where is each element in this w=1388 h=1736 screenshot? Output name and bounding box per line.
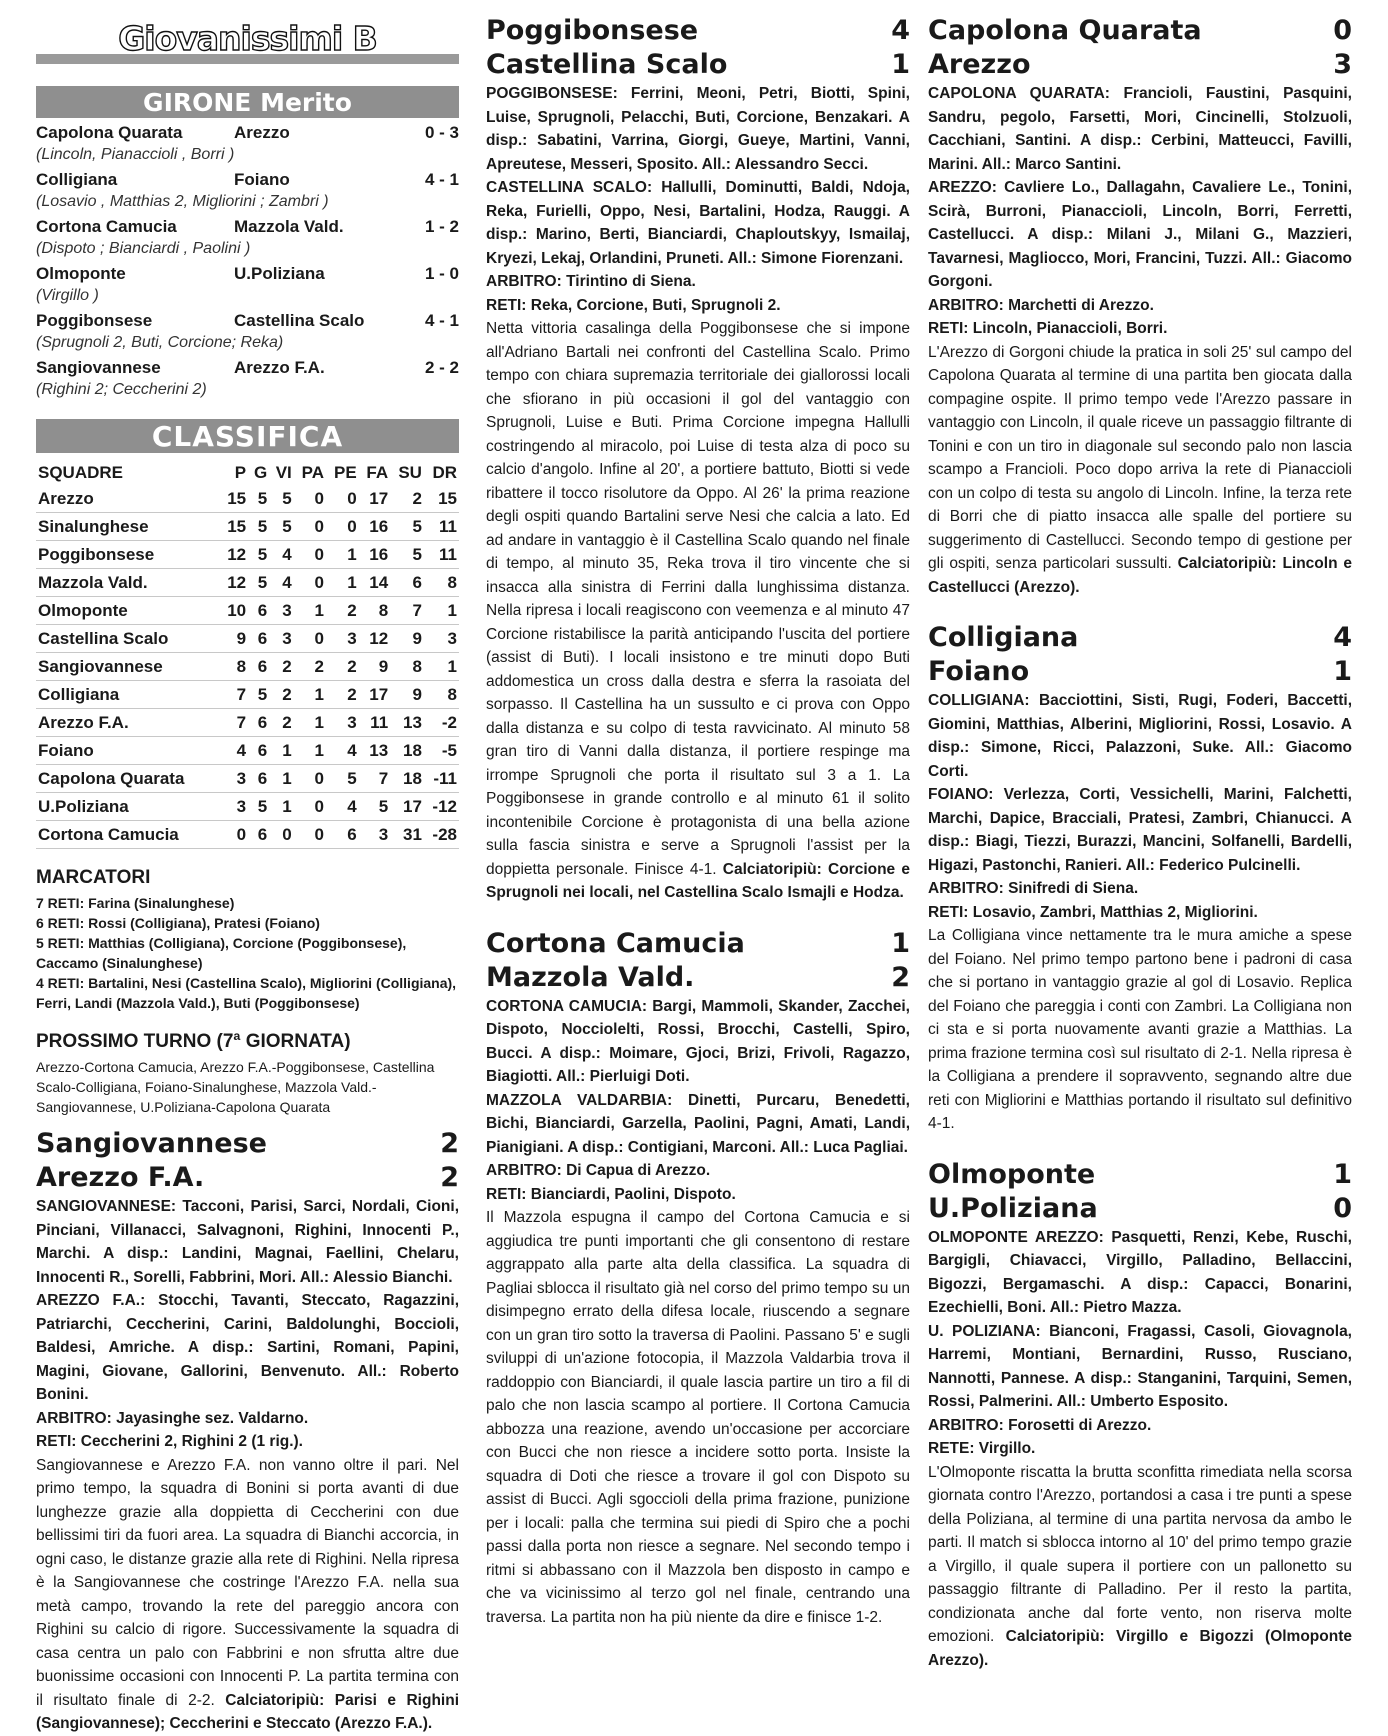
result-scorers: (Lincoln, Pianaccioli , Borri ): [36, 146, 235, 163]
lineup-paragraph: AREZZO: Cavliere Lo., Dallagahn, Cavaliere Le., Tonini, Scirà, Burroni, Pianaccioli, Lincoln, Borri, Ferretti, Castellucci. A disp.: Milani J., Milani G., Mazzieri, Tavarnesi, Magliocco, Mori, Francini, Tuzzi. All.: Giacomo Gorgoni.: [928, 179, 1352, 290]
standings-row: [36, 709, 459, 737]
standings-cell: 13: [359, 737, 390, 765]
standings-team: Colligiana: [36, 681, 220, 709]
away-goals: 0: [1333, 1192, 1352, 1224]
lineup-paragraph: OLMOPONTE AREZZO: Pasquetti, Renzi, Kebe, Ruschi, Bargigli, Chiavacci, Virgillo, Palladino, Bellaccini, Bigozzi, Bergamaschi. A disp.: Capacci, Bonarini, Ezechielli, Boni. All.: Pietro Mazza.: [928, 1228, 1352, 1316]
result-away: Foiano: [234, 170, 290, 189]
standings-row: [36, 625, 459, 653]
standings-header: PE: [333, 463, 357, 482]
away-goals: 2: [440, 1162, 459, 1193]
standings-header: G: [253, 463, 268, 482]
standings-cell: 31: [390, 821, 424, 849]
home-goals: 1: [891, 927, 910, 959]
standings-header: PA: [301, 463, 325, 482]
away-team: Arezzo: [928, 49, 1031, 80]
standings-team: Sangiovannese: [36, 653, 220, 681]
match-home-row: [486, 14, 910, 48]
match-away-row: [486, 961, 910, 995]
standings-cell: 0: [294, 821, 326, 849]
home-team: Capolona Quarata: [928, 15, 1202, 46]
standings-row: [36, 737, 459, 765]
result-score: 4 - 1: [424, 170, 459, 189]
standings-cell: 6: [248, 765, 269, 793]
standings-cell: 0: [269, 821, 294, 849]
standings-cell: 6: [248, 737, 269, 765]
standings-cell: -28: [424, 821, 459, 849]
lineup-paragraph: POGGIBONSESE: Ferrini, Meoni, Petri, Biotti, Spini, Luise, Sprugnoli, Pelacchi, Buti, Corcione, Benzakari. A disp.: Sabatini, Varrina, Giorgi, Gueye, Martini, Vanni, Apreutese, Messeri, Sposito. All.: Alessandro Secci.: [486, 85, 910, 173]
result-home: Colligiana: [36, 170, 118, 189]
standings-cell: 9: [220, 625, 248, 653]
column-right: [928, 14, 1352, 1672]
report-body: La Colligiana vince nettamente tra le mura amiche a spese del Foiano. Nel primo tempo partono bene i padroni di casa che si portano in vantaggio grazie al gol di Losavio. Replica del Foiano che pareggia i conti con Zambri. La Colligiana non ci sta e si porta nuovamente avanti grazie a Matthias. La prima frazione termina così sul risultato di 2-1. Nella ripresa è la Colligiana a prendere il sopravvento, segnando altre due reti con Migliorini e Matthias portando il risultato sul definitivo 4-1.: [928, 927, 1352, 1132]
standings-cell: 3: [326, 625, 359, 653]
standings-cell: 17: [390, 793, 424, 821]
spacer: [928, 1136, 1352, 1148]
match-away-row: [928, 48, 1352, 82]
standings-header: P: [234, 463, 247, 482]
standings-cell: 5: [390, 541, 424, 569]
away-goals: 2: [891, 961, 910, 993]
standings-cell: 0: [294, 513, 326, 541]
standings-cell: 5: [359, 793, 390, 821]
standings-cell: 5: [248, 513, 269, 541]
calciatoripiu: Calciatoripiù: Virgillo e Bigozzi (Olmoponte Arezzo).: [928, 1628, 1352, 1669]
standings-cell: -2: [424, 709, 459, 737]
column-middle: [486, 14, 910, 1629]
result-item: [36, 263, 459, 307]
standings-cell: 8: [359, 597, 390, 625]
standings-cell: 1: [424, 597, 459, 625]
report-text: [486, 317, 910, 905]
standings-cell: 6: [248, 625, 269, 653]
standings-team: Castellina Scalo: [36, 625, 220, 653]
standings-cell: 11: [424, 541, 459, 569]
standings-team: Olmoponte: [36, 597, 220, 625]
standings-row: [36, 541, 459, 569]
lineup-paragraph: MAZZOLA VALDARBIA: Dinetti, Purcaru, Benedetti, Bichi, Bianciardi, Garzella, Paolini, Pagni, Amati, Landi, Pianigiani. A disp.: Contigiani, Marconi. All.: Luca Pagliai.: [486, 1091, 910, 1156]
standings-cell: 1: [294, 681, 326, 709]
classifica-header: CLASSIFICA: [36, 419, 459, 453]
result-item: [36, 122, 459, 166]
report-text: [928, 341, 1352, 600]
away-team: U.Poliziana: [928, 1192, 1098, 1224]
match-home-row: [928, 14, 1352, 48]
standings-cell: 15: [220, 513, 248, 541]
standings-cell: 2: [269, 709, 294, 737]
standings-cell: 0: [294, 569, 326, 597]
lineup-paragraph: RETI: Lincoln, Pianaccioli, Borri.: [928, 320, 1168, 337]
standings-team: Arezzo F.A.: [36, 709, 220, 737]
standings-cell: 2: [390, 485, 424, 513]
standings-cell: 1: [424, 653, 459, 681]
standings-cell: 18: [390, 737, 424, 765]
standings-cell: 5: [248, 793, 269, 821]
standings-row: [36, 485, 459, 513]
standings-team: Arezzo: [36, 485, 220, 513]
lineup-paragraph: RETI: Reka, Corcione, Buti, Sprugnoli 2.: [486, 296, 781, 314]
standings-team: Foiano: [36, 737, 220, 765]
standings-row: [36, 569, 459, 597]
standings-table: [36, 461, 459, 849]
report-text: [928, 924, 1352, 1136]
match-report: [486, 14, 910, 905]
lineup-paragraph: CAPOLONA QUARATA: Francioli, Faustini, Pasquini, Sandru, pegolo, Farsetti, Mori, Cincinelli, Stolzuoli, Cacchiani, Santini. A disp.: Cerbini, Matteucci, Favilli, Marini. All.: Marco Santini.: [928, 85, 1352, 173]
calciatoripiu: Calciatoripiù: Corcione e Sprugnoli nei locali, nel Castellina Scalo Ismajli e Hodza.: [486, 860, 910, 901]
standings-team: Poggibonsese: [36, 541, 220, 569]
standings-header: DR: [432, 463, 457, 482]
standings-team: Capolona Quarata: [36, 765, 220, 793]
spacer: [486, 905, 910, 917]
standings-cell: 5: [269, 485, 294, 513]
report-body: Sangiovannese e Arezzo F.A. non vanno oltre il pari. Nel primo tempo, la squadra di Bonini si porta avanti di due lunghezze grazie alla doppietta di Ceccherini con due bellissimi tiri da fuori area. La squadra di Bianchi accorcia, in ogni caso, le distanze grazie alla rete di Righini. Nella ripresa è la Sangiovannese che costringe l'Arezzo F.A. nella sua metà campo, trovando la rete del pareggio ancora con Righini su calcio di rigore. Successivamente la squadra di casa centra un palo con Fabbrini e non sfrutta altre due buonissime occasioni con Innocenti P. La partita termina con il risultato finale di 2-2.: [36, 1456, 459, 1709]
standings-cell: 0: [326, 485, 359, 513]
standings-cell: 3: [269, 597, 294, 625]
result-scorers: (Righini 2; Ceccherini 2): [36, 381, 207, 398]
home-team: Cortona Camucia: [486, 927, 745, 959]
marcatori-line: 7 RETI: Farina (Sinalunghese): [36, 895, 235, 911]
standings-cell: 9: [390, 625, 424, 653]
result-item: [36, 310, 459, 354]
lineup-paragraph: U. POLIZIANA: Bianconi, Fragassi, Casoli, Giovagnola, Harremi, Montiani, Bernardini, Russo, Rusciano, Nannotti, Pannese. A disp.: Stanganini, Tarquini, Semen, Rossi, Palmerini. All.: Umberto Esposito.: [928, 1322, 1352, 1410]
home-team: Olmoponte: [928, 1158, 1096, 1190]
standings-cell: 5: [248, 569, 269, 597]
standings-row: [36, 765, 459, 793]
standings-header: SQUADRE: [38, 463, 124, 482]
away-goals: 1: [891, 49, 910, 80]
match-report: [928, 621, 1352, 1136]
home-goals: 2: [440, 1128, 459, 1159]
result-item: [36, 216, 459, 260]
standings-row: [36, 681, 459, 709]
result-score: 2 - 2: [424, 358, 459, 377]
result-score: 1 - 0: [424, 264, 459, 283]
result-score: 1 - 2: [424, 217, 459, 236]
standings-cell: 4: [220, 737, 248, 765]
standings-cell: 7: [359, 765, 390, 793]
lineup-paragraph: ARBITRO: Tirintino di Siena.: [486, 273, 696, 290]
standings-cell: 15: [424, 485, 459, 513]
standings-cell: 6: [326, 821, 359, 849]
match-report: [928, 1158, 1352, 1673]
standings-cell: 2: [294, 653, 326, 681]
away-team: Mazzola Vald.: [486, 961, 695, 993]
standings-cell: 0: [294, 485, 326, 513]
standings-row: [36, 597, 459, 625]
standings-team: U.Poliziana: [36, 793, 220, 821]
standings-cell: 1: [269, 737, 294, 765]
lineup-paragraph: ARBITRO: Jayasinghe sez. Valdarno.: [36, 1409, 309, 1427]
result-item: [36, 169, 459, 213]
standings-cell: 4: [269, 569, 294, 597]
away-team: Foiano: [928, 656, 1030, 687]
report-body: Netta vittoria casalinga della Poggibonsese che si impone all'Adriano Bartali nei confronti del Castellina Scalo. Primo tempo con chiara supremazia territoriale dei giallorossi locali che sfiorano in più occasioni il gol del vantaggio con Sprugnoli, Luise e Buti. Prima Corcione impegna Hallulli costringendo al miracolo, poi Luise di testa alza di poco su calcio d'angolo. Infine al 20', a portiere battuto, Biotti si vede ribattere il tocco risolutore da Oppo. Al 26' la prima reazione degli ospiti quando Bartalini serve Nesi che calcia a lato. Ed ad andare in vantaggio è il Castellina Scalo quando nel finale di tempo, al minuto 35, Reka trova il tiro vincente che si insacca alla sinistra di Ferrini dalla lunghissima distanza. Nella ripresa i locali reagiscono con veemenza e al minuto 47 Corcione ristabilisce la parità anticipando l'uscita del portiere (assist di Buti). I locali insistono e tre minuti dopo Buti addomestica un cross dalla destra e sferra la rasoiata del sorpasso. Il Castellina ha un sussulto e ci prova con Oppo dalla distanza e su colpo di testa ravvicinato. Al minuto 58 gran tiro di Vanni dalla distanza, il portiere respinge ma irrompe Sprugnoli che porta il risultato sul 3 a 1. La Poggibonsese in grande controllo e al minuto 61 il solito incontenibile Corcione è protagonista di una bella azione sulla fascia sinistra e serve a Sprugnoli l'assist per la doppietta personale. Finisce 4-1.: [486, 320, 910, 878]
standings-cell: 0: [326, 513, 359, 541]
standings-cell: 8: [220, 653, 248, 681]
match-away-row: [486, 48, 910, 82]
result-home: Capolona Quarata: [36, 123, 183, 142]
match-home-row: [928, 621, 1352, 655]
standings-team: Sinalunghese: [36, 513, 220, 541]
standings-cell: 5: [390, 513, 424, 541]
standings-cell: 3: [359, 821, 390, 849]
standings-cell: 4: [326, 793, 359, 821]
standings-cell: 4: [326, 737, 359, 765]
home-goals: 1: [1333, 1158, 1352, 1190]
result-scorers: (Dispoto ; Bianciardi , Paolini ): [36, 240, 251, 257]
standings-cell: 6: [248, 597, 269, 625]
standings-cell: 1: [326, 569, 359, 597]
standings-cell: 1: [294, 737, 326, 765]
lineup-paragraph: CORTONA CAMUCIA: Bargi, Mammoli, Skander, Zacchei, Dispoto, Nocciolelti, Rossi, Brocchi, Castelli, Spiro, Bucci. A disp.: Moimare, Gjoci, Brizi, Frivoli, Ragazzo, Biagiotti. All.: Pierluigi Doti.: [486, 997, 910, 1085]
result-home: Sangiovannese: [36, 358, 161, 377]
result-item: [36, 357, 459, 401]
home-team: Poggibonsese: [486, 15, 699, 46]
standings-cell: 0: [294, 541, 326, 569]
standings-cell: 2: [326, 681, 359, 709]
prossimo-turno-title: PROSSIMO TURNO (7ª GIORNATA): [36, 1031, 351, 1052]
standings-row: [36, 821, 459, 849]
standings-cell: 8: [424, 569, 459, 597]
match-away-row: [928, 1192, 1352, 1226]
lineup-paragraph: COLLIGIANA: Bacciottini, Sisti, Rugi, Foderi, Baccetti, Giomini, Matthias, Alberini, Migliorini, Rossi, Losavio. A disp.: Simone, Ricci, Palazzoni, Suke. All.: Giacomo Corti.: [928, 692, 1352, 780]
standings-cell: 1: [326, 541, 359, 569]
match-report: [36, 1127, 459, 1736]
standings-cell: 16: [359, 541, 390, 569]
standings-cell: 8: [390, 653, 424, 681]
lineup-paragraph: ARBITRO: Sinifredi di Siena.: [928, 880, 1139, 897]
standings-cell: 3: [220, 793, 248, 821]
standings-cell: 2: [326, 653, 359, 681]
standings-cell: 0: [220, 821, 248, 849]
standings-header: SU: [398, 463, 422, 482]
result-home: Cortona Camucia: [36, 217, 177, 236]
standings-header: VI: [275, 463, 292, 482]
standings-cell: 7: [220, 681, 248, 709]
standings-cell: 2: [326, 597, 359, 625]
standings-cell: 1: [294, 597, 326, 625]
standings-cell: 9: [390, 681, 424, 709]
result-away: Arezzo F.A.: [234, 358, 325, 377]
spacer: [928, 599, 1352, 611]
standings-cell: 1: [269, 765, 294, 793]
standings-cell: 3: [269, 625, 294, 653]
standings-cell: 11: [424, 513, 459, 541]
standings-cell: 5: [326, 765, 359, 793]
marcatori-title: MARCATORI: [36, 867, 151, 888]
standings-header: FA: [366, 463, 389, 482]
standings-cell: 0: [294, 793, 326, 821]
standings-cell: 4: [269, 541, 294, 569]
away-goals: 3: [1333, 49, 1352, 80]
home-goals: 4: [1333, 622, 1352, 653]
standings-body: [36, 485, 459, 849]
match-away-row: [928, 655, 1352, 689]
away-team: Castellina Scalo: [486, 49, 728, 80]
standings-cell: 7: [220, 709, 248, 737]
lineup-paragraph: RETE: Virgillo.: [928, 1440, 1036, 1457]
standings-cell: 9: [359, 653, 390, 681]
standings-cell: 3: [326, 709, 359, 737]
standings-cell: -5: [424, 737, 459, 765]
standings-cell: 14: [359, 569, 390, 597]
result-home: Olmoponte: [36, 264, 126, 283]
standings-cell: 13: [390, 709, 424, 737]
column-left: [36, 14, 459, 1736]
home-team: Colligiana: [928, 622, 1079, 653]
match-home-row: [486, 927, 910, 961]
standings-cell: 0: [294, 765, 326, 793]
home-goals: 0: [1333, 15, 1352, 46]
lineup-paragraph: RETI: Bianciardi, Paolini, Dispoto.: [486, 1185, 736, 1203]
marcatori-line: 4 RETI: Bartalini, Nesi (Castellina Scalo), Migliorini (Colligiana), Ferri, Landi (Mazzola Vald.), Buti (Poggibonsese): [36, 975, 457, 1011]
calciatoripiu: Calciatoripiù: Lincoln e Castellucci (Arezzo).: [928, 555, 1352, 596]
standings-cell: 12: [220, 569, 248, 597]
standings-cell: 15: [220, 485, 248, 513]
away-team: Arezzo F.A.: [36, 1162, 205, 1193]
lineup-paragraph: RETI: Losavio, Zambri, Matthias 2, Migliorini.: [928, 903, 1258, 921]
standings-cell: -12: [424, 793, 459, 821]
result-scorers: (Sprugnoli 2, Buti, Corcione; Reka): [36, 334, 284, 351]
standings-cell: 12: [359, 625, 390, 653]
result-away: Castellina Scalo: [234, 311, 365, 330]
standings-cell: 5: [248, 485, 269, 513]
result-score: 4 - 1: [424, 311, 459, 330]
standings-cell: 0: [294, 625, 326, 653]
match-home-row: [928, 1158, 1352, 1192]
lineup-paragraph: CASTELLINA SCALO: Hallulli, Dominutti, Baldi, Ndoja, Reka, Furielli, Oppo, Nesi, Bartalini, Hodza, Rauggi. A disp.: Marino, Berti, Bianciardi, Chaploutskyy, Ismailaj, Kryezi, Lekaj, Orlandini, Pruneti. All.: Simone Fiorenzani.: [486, 179, 910, 267]
lineup-paragraph: FOIANO: Verlezza, Corti, Vessichelli, Marini, Falchetti, Marchi, Dapice, Bracciali, Pratesi, Zambri, Chianucci. A disp.: Biagi, Tiezzi, Burazzi, Mancini, Solfanelli, Bardelli, Higazi, Pastonchi, Ranieri. All.: Federico Pulcinelli.: [928, 786, 1352, 874]
standings-row: [36, 513, 459, 541]
category-title: Giovanissimi B: [118, 19, 377, 58]
standings-cell: 16: [359, 513, 390, 541]
standings-cell: 17: [359, 681, 390, 709]
calciatoripiu: Calciatoripiù: Parisi e Righini (Sangiovannese); Ceccherini e Steccato (Arezzo F.A.).: [36, 1691, 459, 1732]
standings-cell: 6: [248, 821, 269, 849]
lineup-paragraph: ARBITRO: Forosetti di Arezzo.: [928, 1416, 1152, 1434]
standings-cell: 3: [424, 625, 459, 653]
prossimo-turno-text: Arezzo-Cortona Camucia, Arezzo F.A.-Poggibonsese, Castellina Scalo-Colligiana, Foiano-Sinalunghese, Mazzola Vald.-Sangiovannese, U.Poliziana-Capolona Quarata: [36, 1059, 435, 1115]
result-score: 0 - 3: [424, 123, 459, 142]
home-team: Sangiovannese: [36, 1128, 267, 1159]
result-scorers: (Losavio , Matthias 2, Migliorini ; Zambri ): [36, 193, 329, 210]
standings-cell: 1: [294, 709, 326, 737]
standings-cell: 12: [220, 541, 248, 569]
standings-cell: 5: [248, 681, 269, 709]
standings-cell: 2: [269, 653, 294, 681]
result-home: Poggibonsese: [36, 311, 153, 330]
report-body: Il Mazzola espugna il campo del Cortona Camucia e si aggiudica tre punti importanti che gli consentono di restare aggrappato alla parte alta della classifica. La squadra di Pagliai sblocca il risultato già nel corso del primo tempo su un disimpegno errato della difesa locale, riuscendo a segnare con un gran tiro sotto la traversa di Paolini. Passano 5' e sugli sviluppi di un'azione fotocopia, il Mazzola Valdarbia trova il raddoppio con Bianciardi, il quale lascia partire un tiro a fil di palo che non lascia scampo al portiere. Il Cortona Camucia abbozza una reazione, avendo un'occasione per accorciare con Bucci che non riesce a incidere sotto porta. Insiste la squadra di Doti che riesce a trovare il gol con Dispoto su assist di Bucci. Agli sgoccioli della prima frazione, punizione per i locali: palla che termina sui piedi di Spiro che a pochi passi dalla porta non riesce a segnare. Nel secondo tempo i ritmi si abbassano con il Mazzola ben disposto in campo e che va vicinissimo al terzo gol nel finale, centrando una traversa. La partita non ha più niente da dire e finisce 1-2.: [486, 1209, 910, 1626]
standings-cell: 1: [269, 793, 294, 821]
standings-team: Cortona Camucia: [36, 821, 220, 849]
standings-row: [36, 653, 459, 681]
result-away: U.Poliziana: [234, 264, 325, 283]
standings-cell: 10: [220, 597, 248, 625]
standings-cell: -11: [424, 765, 459, 793]
standings-cell: 5: [248, 541, 269, 569]
lineup-paragraph: AREZZO F.A.: Stocchi, Tavanti, Steccato, Ragazzini, Patriarchi, Ceccherini, Carini, Baldolunghi, Boccioli, Baldesi, Amriche. A disp.: Sartini, Romani, Papini, Magini, Giovane, Gallorini, Benvenuto. All.: Roberto Bonini.: [36, 1292, 459, 1403]
lineup-paragraph: ARBITRO: Marchetti di Arezzo.: [928, 296, 1154, 314]
result-away: Mazzola Vald.: [234, 217, 344, 236]
result-scorers: (Virgillo ): [36, 287, 99, 304]
standings-cell: 18: [390, 765, 424, 793]
standings-team: Mazzola Vald.: [36, 569, 220, 597]
match-home-row: [36, 1127, 459, 1161]
lineup-paragraph: RETI: Ceccherini 2, Righini 2 (1 rig.).: [36, 1433, 303, 1450]
standings-cell: 11: [359, 709, 390, 737]
standings-cell: 7: [390, 597, 424, 625]
result-away: Arezzo: [234, 123, 290, 142]
report-text: [486, 1206, 910, 1629]
girone-header: GIRONE Merito: [36, 86, 459, 118]
report-text: [36, 1454, 459, 1736]
standings-header-row: [36, 461, 459, 485]
report-body: L'Arezzo di Gorgoni chiude la pratica in soli 25' sul campo del Capolona Quarata al termine di una partita ben giocata dalla compagine ospite. Il primo tempo vede l'Arezzo passare in vantaggio con Lincoln, il quale riceve un passaggio filtrante di Tonini e con un tiro in diagonale sul secondo palo non lascia scampo a Francioli. Poco dopo arriva la rete di Pianaccioli con un colpo di testa su angolo di Lincoln. Infine, la terza rete di Borri che di piatto insacca alle spalle del portiere su suggerimento di Castellucci. Secondo tempo di gestione per gli ospiti, senza particolari sussulti.: [928, 343, 1352, 572]
away-goals: 1: [1333, 656, 1352, 687]
home-goals: 4: [891, 15, 910, 46]
match-report: [928, 14, 1352, 599]
standings-cell: 5: [269, 513, 294, 541]
standings-cell: 6: [248, 709, 269, 737]
match-away-row: [36, 1161, 459, 1195]
match-report: [486, 927, 910, 1630]
marcatori-line: 5 RETI: Matthias (Colligiana), Corcione (Poggibonsese), Caccamo (Sinalunghese): [36, 935, 407, 971]
standings-cell: 6: [390, 569, 424, 597]
report-body: L'Olmoponte riscatta la brutta sconfitta rimediata nella scorsa giornata contro l'Arezzo, portandosi a casa i tre punti a spese della Poliziana, al termine di una partita nervosa da ambo le parti. Il match si sblocca intorno al 10' del primo tempo grazie a Virgillo, il quale supera il portiere con un pallonetto su passaggio filtrante di Palladino. Per il resto la partita, condizionata anche dal forte vento, non riserva molte emozioni.: [928, 1463, 1352, 1645]
marcatori-line: 6 RETI: Rossi (Colligiana), Pratesi (Foiano): [36, 915, 320, 931]
lineup-paragraph: ARBITRO: Di Capua di Arezzo.: [486, 1162, 711, 1179]
standings-cell: 3: [220, 765, 248, 793]
standings-cell: 8: [424, 681, 459, 709]
standings-cell: 17: [359, 485, 390, 513]
standings-cell: 6: [248, 653, 269, 681]
standings-cell: 2: [269, 681, 294, 709]
standings-row: [36, 793, 459, 821]
lineup-paragraph: SANGIOVANNESE: Tacconi, Parisi, Sarci, Nordali, Cioni, Pinciani, Villanacci, Salvagnoni, Righini, Innocenti P., Marchi. A disp.: Landini, Magnai, Faellini, Chelaru, Innocenti R., Sorelli, Fabbrini, Mori. All.: Alessio Bianchi.: [36, 1198, 459, 1286]
report-text: [928, 1461, 1352, 1673]
results-list: [36, 122, 459, 401]
